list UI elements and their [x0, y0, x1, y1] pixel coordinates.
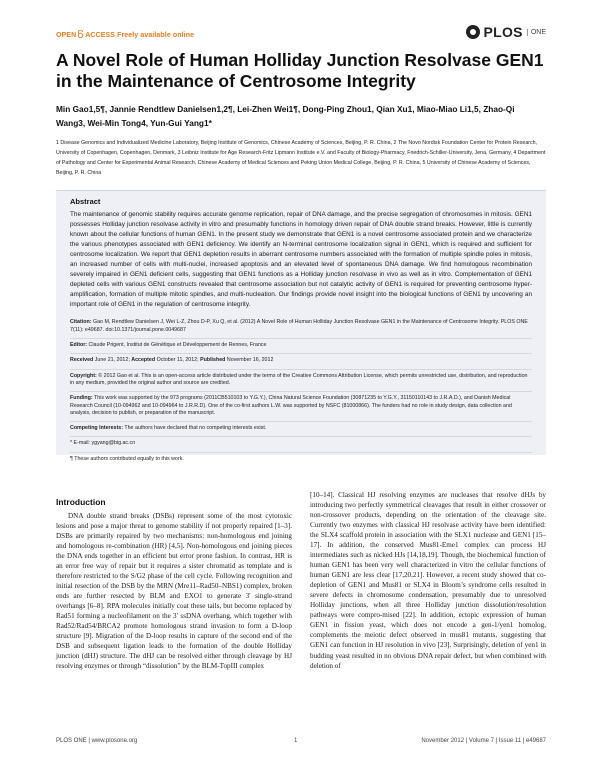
abstract-heading: Abstract — [70, 197, 101, 206]
dates-row-text: June 21, 2012; — [93, 357, 132, 364]
dates-row-label: Accepted — [131, 357, 156, 364]
journal-logo — [466, 24, 547, 40]
competing-interests-row-text: The authors have declared that no competing interests exist. — [122, 425, 267, 432]
author-list: Min Gao1,5¶, Jannie Rendtlew Danielsen1,2¶, Lei-Zhen Wei1¶, Dong-Ping Zhou1, Qian Xu1, Miao-Miao Li1,5, Zhao-Qi Wang3, Wei-Min Tong4, Yun-Gui Yang1* — [56, 104, 515, 128]
editor-row-label: Editor: — [70, 342, 88, 349]
footer-issue-info: November 2012 | Volume 7 | Issue 11 | e49687 — [421, 738, 546, 744]
journal-header — [56, 24, 546, 48]
copyright-row-text: © 2012 Gao et al. This is an open-access article distributed under the terms of the Creative Commons Attribution License, which permits unrestricted use, distribution, and reproduction in any medium, provided the original author and source are credited. — [70, 372, 528, 386]
email-row — [70, 436, 532, 451]
competing-interests-row-label: Competing Interests: — [70, 425, 123, 432]
dates-row — [70, 353, 532, 368]
equal-contribution-row — [70, 452, 532, 467]
affiliations: 1 Disease Genomics and Individualized Medicine Laboratory, Beijing Institute of Genomics, Chinese Academy of Sciences, Beijing, P. R. China, 2 The Novo Nordisk Foundation Center for Protein Research, University of Copenhagen, Copenhagen, Denmark, 3 Leibniz Institute for Age Research-Fritz Lipmann Institute e.V. and Faculty of Biology-Pharmacy, Friedrich-Schiller-University, Jena, Germany, 4 Department of Pathology and Center for Experimental Animal Research, Chinese Academy of Medical Sciences and Peking Union Medical College, Beijing, P. R. China, 5 University of Chinese Academy of Sciences, Beijing, P. R. China — [56, 140, 546, 176]
citation-row-text: Gao M, Rendtlew Danielsen J, Wei L-Z, Zhou D-P, Xu Q, et al. (2012) A Novel Role of Human Holliday Junction Resolvase GEN1 in the Maintenance of Centrosome Integrity. PLOS ONE 7(11): e49687. doi:10.1371/journal.pone.0049687 — [70, 319, 528, 333]
dates-row-text: October 11, 2012; — [155, 357, 201, 364]
email-row-text: * E-mail: ygyang@big.ac.cn — [70, 440, 136, 447]
dates-row-label: Received — [70, 357, 94, 364]
journal-brand: PLOS — [483, 24, 523, 40]
copyright-row — [70, 369, 532, 392]
funding-row-text: This work was supported by the 973 programs (2011CB510103 to Y.G.Y.), China Natural Science Foundation (30871235 to Y.G.Y., 31150110143 to J.R.A.D.), and Danish Medical Research Council (10-094962 and 10-094964 to J.R.R.D). One of the co-first authors L.W. was supported by NSFC (81000866). The funders had no role in study design, data collection and analysis, decision to publish, or preparation of the manuscript. — [70, 395, 512, 416]
dates-row-label: Published — [200, 357, 226, 364]
journal-sub: ONE — [527, 29, 546, 36]
equal-contribution-row-text: ¶ These authors contributed equally to this work. — [70, 455, 184, 462]
article-title: A Novel Role of Human Holliday Junction Resolvase GEN1 in the Maintenance of Centrosome Integrity — [56, 50, 544, 91]
open-access-lock-icon — [77, 30, 84, 38]
dates-row-text: November 16, 2012 — [225, 357, 274, 364]
plos-logo-icon — [466, 25, 480, 39]
intro-right-column — [310, 490, 546, 671]
funding-row — [70, 391, 532, 421]
intro-left-text: DNA double strand breaks (DSBs) represent some of the most cytotoxic lesions and pose a major threat to genome stability if not properly repaired [1–3]. DSBs are primarily repaired by two mechanisms: non-homologous end joining and homologous re-combination (HR) [4,5]. Non-homologous end joining pieces the DNA ends together in an efficient but error prone fashion. In contrast, HR is an error free way of repair but it requires a sister chromatid as template and is therefore restricted to the S/G2 phase of the cell cycle. Following recognition and initial resection of the DSB by the MRN (Mre11–Rad50–NBS1) complex, broken ends are further resected by BLM and EXO1 to generate 3′ single-strand overhangs [6–8]. RPA molecules initially coat these tails, but become replaced by Rad51 forming a nucleofilament on the 3′ ssDNA overhang, which together with Rad52/Rad54/BRCA2 promote homologous strand invasion to form a D-loop structure [9]. Migration of the D-loop results in capture of the second end of the DSB and subsequent ligation leads to the formation of the double Holliday junction (dHJ) structure. The dHJ can be resolved either through cleavage by HJ resolving enzymes or through “dissolution” by the BLM-TopIII complex — [56, 512, 292, 671]
footer-journal-url: PLOS ONE | www.plosone.org — [56, 738, 138, 744]
editor-row-text: Claude Prigent, Institut de Génétique et Développement de Rennes, France — [87, 342, 267, 349]
open-access-label: OPEN ACCESS Freely available online — [56, 32, 195, 39]
editor-row — [70, 338, 532, 353]
intro-left-column — [56, 511, 292, 672]
citation-row — [70, 316, 532, 338]
article-metadata-rows — [70, 316, 532, 467]
page-footer — [56, 738, 546, 750]
funding-row-label: Funding: — [70, 395, 93, 402]
intro-right-text: [10–14]. Classical HJ resolving enzymes are nucleases that resolve dHJs by introducing two perfectly symmetrical cleavages that result in either crossover or non-crossover products, depending on the orientation of the cleavage site. Currently two enzymes with classical HJ resolvase activity have been identified: the SLX4 scaffold protein in association with the SLX1 nuclease and GEN1 [15–17]. In addition, the conserved Mus81-Eme1 complex can process HJ intermediates such as nicked HJs [14,18,19]. Though, the biochemical function of human GEN1 has been very well characterized in vitro the cellular functions of human GEN1 are less clear [17,20,21]. However, a recent study showed that co-depletion of GEN1 and Mus81 or SLX4 in Bloom’s syndrome cells resulted in severe defects in chromosome condensation, presumably due to unresolved Holliday junctions, when all three Holliday junction dissolution/resolution pathways were compro-mised [22]. In addition, ectopic expression of human GEN1 in fission yeast, which does not encode a gen-1/yen1 homolog, complements the meiotic defect observed in mus81 mutants, suggesting that GEN1 can function in HJ resolution in vivo [23]. Surprisingly, deletion of yen1 in budding yeast resulted in no obvious DNA repair defect, but when combined with deletion of — [310, 491, 546, 670]
copyright-row-label: Copyright: — [70, 372, 97, 379]
abstract-text: The maintenance of genomic stability requires accurate genome replication, repair of DNA damage, and the precise segregation of chromosomes in mitosis. GEN1 possesses Holliday junction resolvase activity in vitro and presumably functions in homology driven repair of DNA double strand breaks. However, little is currently known about the cellular functions of human GEN1. In the present study we demonstrate that GEN1 is a novel centrosome associated protein and we characterize the various phenotypes associated with GEN1 deficiency. We identify an N-terminal centrosome localization signal in GEN1, which is required and sufficient for centrosome localization. We report that GEN1 depletion results in aberrant centrosome numbers associated with the formation of multiple spindle poles in mitosis, an increased number of cells with multi-nuclei, increased apoptosis and an elevated level of spontaneous DNA damage. We find homologous recombination severely impaired in GEN1 deficient cells, suggesting that GEN1 functions as a Holliday junction resolvase in vivo as well as in vitro. Complementation of GEN1 depleted cells with various GEN1 constructs revealed that centrosome association but not catalytic activity of GEN1 is required for preventing centrosome hyper-amplification, formation of multiple mitotic spindles, and multi-nucleation. Our findings provide novel insight into the biological functions of GEN1 by uncovering an important role of GEN1 in the regulation of centrosome integrity. — [70, 211, 532, 309]
introduction-heading: Introduction — [56, 497, 106, 507]
abstract-box — [56, 190, 546, 462]
page-number: 1 — [294, 738, 298, 744]
competing-interests-row — [70, 421, 532, 436]
citation-row-label: Citation: — [70, 319, 92, 326]
